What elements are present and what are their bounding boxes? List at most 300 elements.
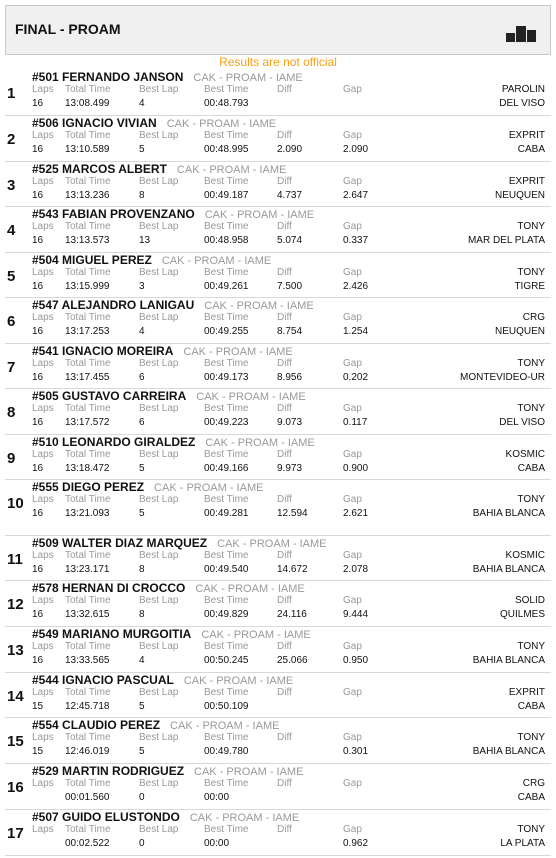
col-label-total: Total Time <box>65 641 111 652</box>
value-best_time: 00:50.245 <box>204 655 249 666</box>
col-label-diff: Diff <box>277 84 292 95</box>
col-label-diff: Diff <box>277 595 292 606</box>
driver-name <box>32 253 271 267</box>
value-laps: 16 <box>32 98 44 109</box>
team-name: EXPRIT <box>508 176 545 187</box>
col-label-laps: Laps <box>32 312 54 323</box>
value-best: 0 <box>139 838 145 849</box>
team-name: PAROLIN <box>501 84 545 95</box>
driver-label: #529 MARTIN RODRIGUEZ <box>32 764 185 778</box>
value-diff: 25.066 <box>277 655 308 666</box>
class-label: CAK - PROAM - IAME <box>205 437 315 449</box>
col-label-diff: Diff <box>277 550 292 561</box>
col-label-best_time: Best Time <box>204 267 249 278</box>
col-label-gap: Gap <box>343 824 362 835</box>
col-label-laps: Laps <box>32 267 54 278</box>
col-label-total: Total Time <box>65 778 111 789</box>
class-label: CAK - PROAM - IAME <box>170 720 280 732</box>
driver-name <box>32 673 293 687</box>
driver-label: #501 FERNANDO JANSON <box>32 70 184 84</box>
col-label-total: Total Time <box>65 130 111 141</box>
value-best: 5 <box>139 746 145 757</box>
driver-name <box>32 718 279 732</box>
position-number: 2 <box>7 131 16 148</box>
value-best: 5 <box>139 144 145 155</box>
value-gap: 9.444 <box>343 609 369 620</box>
value-laps: 16 <box>32 372 44 383</box>
col-label-best_time: Best Time <box>204 403 249 414</box>
col-label-best: Best Lap <box>139 267 179 278</box>
col-label-best: Best Lap <box>139 358 179 369</box>
position-number: 8 <box>7 404 16 421</box>
result-row[interactable] <box>5 673 551 718</box>
col-label-diff: Diff <box>277 494 292 505</box>
podium-icon[interactable] <box>506 24 536 42</box>
position-number: 14 <box>7 688 24 705</box>
value-diff: 12.594 <box>277 508 308 519</box>
team-name: TONY <box>517 221 545 232</box>
col-label-best: Best Lap <box>139 732 179 743</box>
col-label-best_time: Best Time <box>204 312 249 323</box>
driver-name <box>32 480 263 494</box>
driver-label: #504 MIGUEL PEREZ <box>32 253 152 267</box>
col-label-laps: Laps <box>32 641 54 652</box>
results-header <box>5 5 551 55</box>
value-diff: 9.973 <box>277 463 303 474</box>
col-label-gap: Gap <box>343 358 362 369</box>
value-total: 13:18.472 <box>65 463 110 474</box>
driver-label: #541 IGNACIO MOREIRA <box>32 344 174 358</box>
driver-name <box>32 810 299 824</box>
result-row[interactable] <box>5 116 551 162</box>
col-label-gap: Gap <box>343 449 362 460</box>
driver-name <box>32 435 315 449</box>
col-label-laps: Laps <box>32 176 54 187</box>
value-total: 00:02.522 <box>65 838 110 849</box>
col-label-total: Total Time <box>65 84 111 95</box>
driver-label: #507 GUIDO ELUSTONDO <box>32 810 180 824</box>
driver-label: #578 HERNAN DI CROCCO <box>32 581 186 595</box>
value-best: 5 <box>139 508 145 519</box>
driver-name <box>32 627 311 641</box>
class-label: CAK - PROAM - IAME <box>204 300 314 312</box>
col-label-diff: Diff <box>277 732 292 743</box>
value-laps: 16 <box>32 609 44 620</box>
value-best_time: 00:49.281 <box>204 508 249 519</box>
position-number: 6 <box>7 313 16 330</box>
value-laps: 16 <box>32 508 44 519</box>
col-label-diff: Diff <box>277 312 292 323</box>
col-label-diff: Diff <box>277 641 292 652</box>
result-row[interactable] <box>5 344 551 389</box>
driver-label: #554 CLAUDIO PEREZ <box>32 718 161 732</box>
value-diff: 2.090 <box>277 144 303 155</box>
value-gap: 0.337 <box>343 235 369 246</box>
driver-name <box>32 116 276 130</box>
value-laps: 16 <box>32 190 44 201</box>
col-label-laps: Laps <box>32 84 54 95</box>
driver-label: #505 GUSTAVO CARREIRA <box>32 389 187 403</box>
city-name: BAHIA BLANCA <box>472 564 545 575</box>
col-label-total: Total Time <box>65 176 111 187</box>
value-gap: 2.621 <box>343 508 369 519</box>
col-label-best: Best Lap <box>139 221 179 232</box>
value-diff: 5.074 <box>277 235 303 246</box>
team-name: TONY <box>517 358 545 369</box>
city-name: CABA <box>517 144 545 155</box>
value-total: 13:13.236 <box>65 190 110 201</box>
col-label-best_time: Best Time <box>204 778 249 789</box>
col-label-diff: Diff <box>277 778 292 789</box>
col-label-best: Best Lap <box>139 778 179 789</box>
col-label-total: Total Time <box>65 449 111 460</box>
city-name: MAR DEL PLATA <box>467 235 545 246</box>
col-label-laps: Laps <box>32 595 54 606</box>
driver-label: #525 MARCOS ALBERT <box>32 162 167 176</box>
value-gap: 0.117 <box>343 417 368 428</box>
result-row[interactable] <box>5 764 551 810</box>
value-best_time: 00:49.173 <box>204 372 249 383</box>
col-label-gap: Gap <box>343 595 362 606</box>
col-label-gap: Gap <box>343 312 362 323</box>
value-laps: 16 <box>32 463 44 474</box>
result-row[interactable] <box>5 207 551 253</box>
value-gap: 0.962 <box>343 838 369 849</box>
city-name: NEUQUEN <box>494 190 545 201</box>
col-label-best: Best Lap <box>139 550 179 561</box>
value-gap: 0.900 <box>343 463 369 474</box>
value-best_time: 00:48.958 <box>204 235 249 246</box>
city-name: BAHIA BLANCA <box>472 655 545 666</box>
position-number: 7 <box>7 359 16 376</box>
value-total: 13:17.455 <box>65 372 110 383</box>
city-name: MONTEVIDEO-UR <box>460 372 545 383</box>
col-label-gap: Gap <box>343 84 362 95</box>
col-label-best_time: Best Time <box>204 358 249 369</box>
col-label-best: Best Lap <box>139 494 179 505</box>
value-diff: 8.956 <box>277 372 303 383</box>
value-best_time: 00:50.109 <box>204 701 249 712</box>
position-number: 12 <box>7 596 24 613</box>
city-name: DEL VISO <box>499 417 545 428</box>
value-best: 6 <box>139 372 145 383</box>
team-name: TONY <box>517 403 545 414</box>
col-label-diff: Diff <box>277 358 292 369</box>
city-name: CABA <box>517 792 545 803</box>
col-label-laps: Laps <box>32 358 54 369</box>
col-label-gap: Gap <box>343 267 362 278</box>
value-gap: 0.950 <box>343 655 369 666</box>
col-label-laps: Laps <box>32 778 54 789</box>
value-best: 13 <box>139 235 151 246</box>
driver-name <box>32 389 306 403</box>
city-name: CABA <box>517 463 545 474</box>
team-name: TONY <box>517 494 545 505</box>
value-total: 13:33.565 <box>65 655 110 666</box>
col-label-diff: Diff <box>277 176 292 187</box>
col-label-laps: Laps <box>32 403 54 414</box>
value-gap: 1.254 <box>343 326 369 337</box>
col-label-gap: Gap <box>343 550 362 561</box>
value-gap: 2.647 <box>343 190 369 201</box>
col-label-diff: Diff <box>277 221 292 232</box>
col-label-gap: Gap <box>343 130 362 141</box>
team-name: KOSMIC <box>505 449 545 460</box>
value-total: 13:13.573 <box>65 235 110 246</box>
col-label-best_time: Best Time <box>204 494 249 505</box>
col-label-best_time: Best Time <box>204 732 249 743</box>
class-label: CAK - PROAM - IAME <box>201 629 311 641</box>
result-row[interactable] <box>5 298 551 344</box>
driver-name <box>32 536 327 550</box>
value-best_time: 00:49.255 <box>204 326 249 337</box>
city-name: BAHIA BLANCA <box>472 746 545 757</box>
value-best: 3 <box>139 281 145 292</box>
col-label-diff: Diff <box>277 267 292 278</box>
driver-name <box>32 344 293 358</box>
value-total: 13:10.589 <box>65 144 110 155</box>
driver-label: #543 FABIAN PROVENZANO <box>32 207 195 221</box>
col-label-total: Total Time <box>65 221 111 232</box>
col-label-total: Total Time <box>65 687 111 698</box>
driver-label: #555 DIEGO PEREZ <box>32 480 145 494</box>
value-laps: 16 <box>32 417 44 428</box>
col-label-best: Best Lap <box>139 176 179 187</box>
position-number: 13 <box>7 642 24 659</box>
col-label-laps: Laps <box>32 130 54 141</box>
col-label-total: Total Time <box>65 312 111 323</box>
value-best_time: 00:48.995 <box>204 144 249 155</box>
value-best: 4 <box>139 655 145 666</box>
team-name: SOLID <box>514 595 545 606</box>
value-total: 12:46.019 <box>65 746 110 757</box>
driver-name <box>32 764 303 778</box>
class-label: CAK - PROAM - IAME <box>161 255 272 267</box>
class-label: CAK - PROAM - IAME <box>154 482 264 494</box>
position-number: 9 <box>7 450 16 467</box>
value-best: 6 <box>139 417 145 428</box>
team-name: CRG <box>522 778 545 789</box>
col-label-gap: Gap <box>343 403 362 414</box>
col-label-gap: Gap <box>343 176 362 187</box>
value-diff: 24.116 <box>277 609 307 620</box>
class-label: CAK - PROAM - IAME <box>193 72 303 84</box>
col-label-diff: Diff <box>277 449 292 460</box>
value-gap: 2.426 <box>343 281 369 292</box>
value-gap: 0.301 <box>343 746 369 757</box>
col-label-best: Best Lap <box>139 449 179 460</box>
col-label-best: Best Lap <box>139 84 179 95</box>
col-label-diff: Diff <box>277 130 292 141</box>
col-label-best_time: Best Time <box>204 641 249 652</box>
col-label-laps: Laps <box>32 687 54 698</box>
class-label: CAK - PROAM - IAME <box>189 812 300 824</box>
team-name: TONY <box>517 641 545 652</box>
result-row[interactable] <box>5 627 551 673</box>
value-laps: 16 <box>32 655 44 666</box>
city-name: NEUQUEN <box>494 326 545 337</box>
value-diff: 4.737 <box>277 190 303 201</box>
value-laps: 15 <box>32 701 44 712</box>
col-label-best_time: Best Time <box>204 824 249 835</box>
position-number: 15 <box>7 733 24 750</box>
col-label-best: Best Lap <box>139 641 179 652</box>
class-label: CAK - PROAM - IAME <box>194 766 304 778</box>
value-total: 12:45.718 <box>65 701 110 712</box>
value-diff: 14.672 <box>277 564 308 575</box>
result-row[interactable] <box>5 536 551 581</box>
driver-label: #544 IGNACIO PASCUAL <box>32 673 174 687</box>
col-label-diff: Diff <box>277 824 292 835</box>
class-label: CAK - PROAM - IAME <box>183 346 293 358</box>
col-label-diff: Diff <box>277 403 292 414</box>
value-total: 13:21.093 <box>65 508 110 519</box>
value-best_time: 00:49.166 <box>204 463 249 474</box>
col-label-gap: Gap <box>343 641 362 652</box>
col-label-best_time: Best Time <box>204 687 249 698</box>
page-title: FINAL - PROAM <box>15 21 121 37</box>
city-name: BAHIA BLANCA <box>472 508 545 519</box>
col-label-total: Total Time <box>65 824 111 835</box>
col-label-best: Best Lap <box>139 687 179 698</box>
col-label-best_time: Best Time <box>204 176 249 187</box>
col-label-total: Total Time <box>65 358 111 369</box>
result-row[interactable] <box>5 253 551 298</box>
value-laps: 16 <box>32 564 44 575</box>
col-label-laps: Laps <box>32 449 54 460</box>
driver-name <box>32 581 305 595</box>
col-label-best: Best Lap <box>139 130 179 141</box>
value-total: 13:08.499 <box>65 98 110 109</box>
value-best: 5 <box>139 463 145 474</box>
position-number: 10 <box>7 495 24 512</box>
team-name: CRG <box>522 312 545 323</box>
driver-name <box>32 70 303 84</box>
value-gap: 2.090 <box>343 144 369 155</box>
value-best: 0 <box>139 792 145 803</box>
result-row[interactable] <box>5 70 551 116</box>
driver-name <box>32 207 314 221</box>
class-label: CAK - PROAM - IAME <box>176 164 287 176</box>
col-label-gap: Gap <box>343 732 362 743</box>
col-label-best_time: Best Time <box>204 595 249 606</box>
result-row[interactable] <box>5 718 551 764</box>
col-label-best: Best Lap <box>139 595 179 606</box>
col-label-gap: Gap <box>343 778 362 789</box>
driver-label: #506 IGNACIO VIVIAN <box>32 116 157 130</box>
value-total: 13:17.253 <box>65 326 110 337</box>
col-label-total: Total Time <box>65 595 111 606</box>
col-label-best_time: Best Time <box>204 221 249 232</box>
value-laps: 16 <box>32 144 44 155</box>
driver-label: #510 LEONARDO GIRALDEZ <box>32 435 196 449</box>
value-total: 13:15.999 <box>65 281 110 292</box>
col-label-total: Total Time <box>65 494 111 505</box>
value-best: 8 <box>139 564 145 575</box>
class-label: CAK - PROAM - IAME <box>204 209 315 221</box>
col-label-best_time: Best Time <box>204 449 249 460</box>
driver-name <box>32 298 314 312</box>
class-label: CAK - PROAM - IAME <box>196 391 306 403</box>
city-name: QUILMES <box>499 609 545 620</box>
driver-label: #547 ALEJANDRO LANIGAU <box>32 298 195 312</box>
city-name: LA PLATA <box>500 838 545 849</box>
value-best_time: 00:49.223 <box>204 417 249 428</box>
col-label-best_time: Best Time <box>204 84 249 95</box>
col-label-laps: Laps <box>32 824 54 835</box>
col-label-best: Best Lap <box>139 312 179 323</box>
position-number: 1 <box>7 85 16 102</box>
value-best_time: 00:49.780 <box>204 746 249 757</box>
col-label-best: Best Lap <box>139 403 179 414</box>
value-best: 4 <box>139 326 145 337</box>
team-name: TONY <box>517 267 545 278</box>
city-name: TIGRE <box>514 281 545 292</box>
team-name: EXPRIT <box>508 687 545 698</box>
driver-label: #549 MARIANO MURGOITIA <box>32 627 192 641</box>
result-row[interactable] <box>5 389 551 435</box>
result-row[interactable] <box>5 581 551 627</box>
value-best_time: 00:00 <box>204 838 230 849</box>
col-label-diff: Diff <box>277 687 292 698</box>
value-total: 13:32.615 <box>65 609 110 620</box>
value-best: 8 <box>139 190 145 201</box>
col-label-best_time: Best Time <box>204 130 249 141</box>
class-label: CAK - PROAM - IAME <box>195 583 305 595</box>
driver-label: #509 WALTER DIAZ MARQUEZ <box>32 536 208 550</box>
value-best: 5 <box>139 701 145 712</box>
col-label-total: Total Time <box>65 403 111 414</box>
value-gap: 2.078 <box>343 564 369 575</box>
value-diff: 9.073 <box>277 417 303 428</box>
result-row[interactable] <box>5 435 551 480</box>
col-label-best: Best Lap <box>139 824 179 835</box>
value-diff: 7.500 <box>277 281 303 292</box>
result-row[interactable] <box>5 810 551 856</box>
value-laps: 16 <box>32 235 44 246</box>
class-label: CAK - PROAM - IAME <box>217 538 327 550</box>
value-best_time: 00:49.261 <box>204 281 249 292</box>
col-label-gap: Gap <box>343 221 362 232</box>
result-row[interactable] <box>5 480 551 536</box>
result-row[interactable] <box>5 162 551 207</box>
value-laps: 15 <box>32 746 44 757</box>
driver-name <box>32 162 286 176</box>
position-number: 3 <box>7 177 16 194</box>
class-label: CAK - PROAM - IAME <box>183 675 294 687</box>
col-label-total: Total Time <box>65 732 111 743</box>
team-name: KOSMIC <box>505 550 545 561</box>
value-best_time: 00:49.187 <box>204 190 249 201</box>
col-label-gap: Gap <box>343 687 362 698</box>
city-name: CABA <box>517 701 545 712</box>
col-label-laps: Laps <box>32 732 54 743</box>
team-name: EXPRIT <box>508 130 545 141</box>
position-number: 11 <box>7 551 23 568</box>
value-laps: 16 <box>32 326 44 337</box>
value-diff: 8.754 <box>277 326 303 337</box>
team-name: TONY <box>517 824 545 835</box>
value-laps: 16 <box>32 281 44 292</box>
col-label-total: Total Time <box>65 550 111 561</box>
value-best: 4 <box>139 98 145 109</box>
value-best_time: 00:49.829 <box>204 609 249 620</box>
col-label-total: Total Time <box>65 267 111 278</box>
position-number: 4 <box>7 222 16 239</box>
value-best_time: 00:00 <box>204 792 230 803</box>
position-number: 5 <box>7 268 16 285</box>
col-label-laps: Laps <box>32 494 54 505</box>
